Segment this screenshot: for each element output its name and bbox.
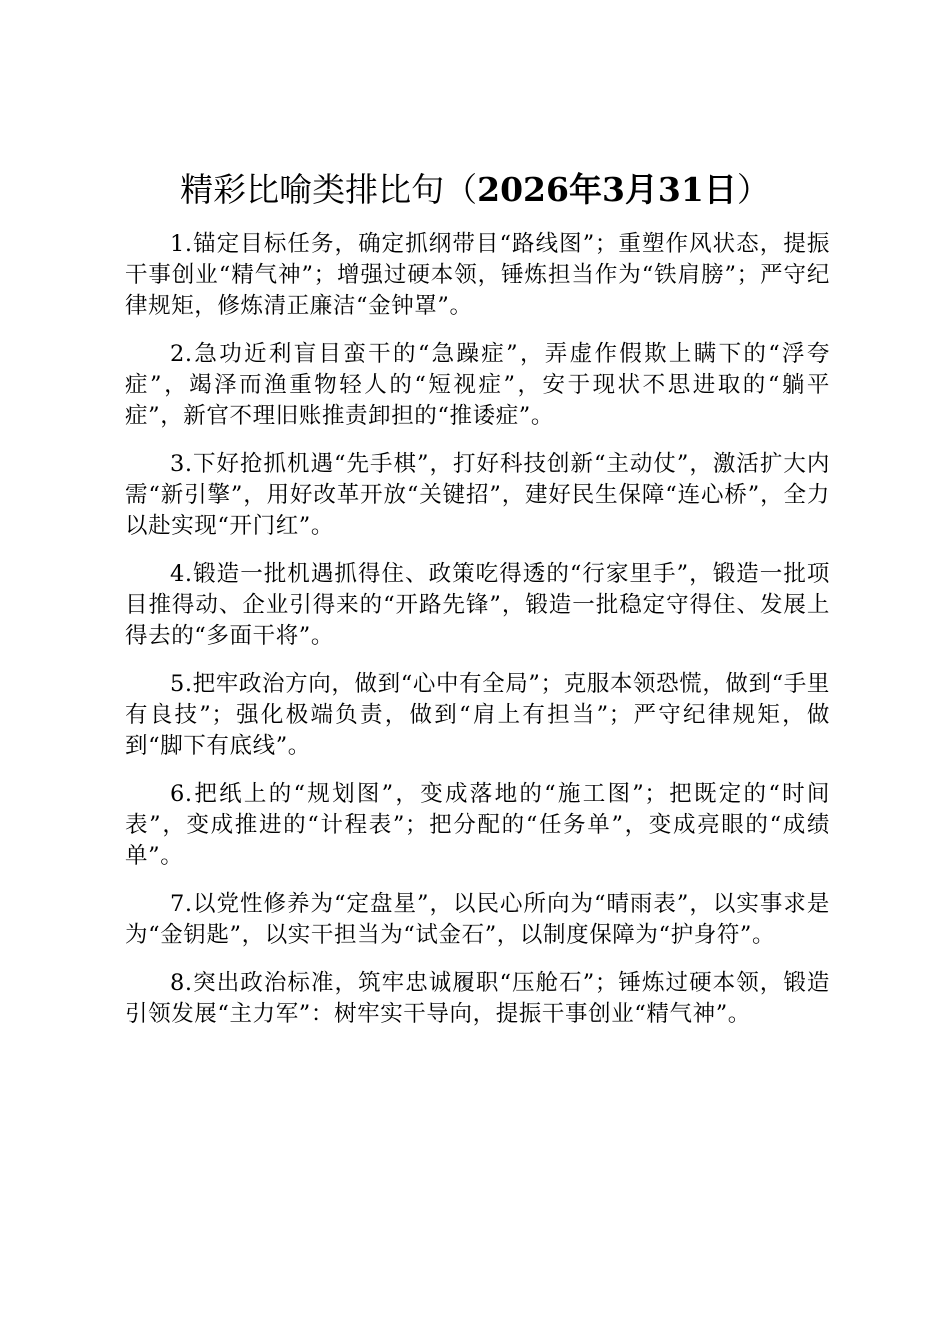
paragraph-2: 2.急功近利盲目蛮干的“急躁症”，弄虚作假欺上瞒下的“浮夸症”，竭泽而渔重物轻人的“短视症”，安于现状不思进取的“躺平症”，新官不理旧账推责卸担的“推诿症”。 [125, 341, 830, 429]
paragraph-6: 6.把纸上的“规划图”，变成落地的“施工图”；把既定的“时间表”，变成推进的“计程表”；把分配的“任务单”，变成亮眼的“成绩单”。 [125, 781, 830, 869]
document-title [0, 168, 950, 212]
paragraph-5: 5.把牢政治方向，做到“心中有全局”；克服本领恐慌，做到“手里有良技”；强化极端负责，做到“肩上有担当”；严守纪律规矩，做到“脚下有底线”。 [125, 671, 830, 759]
paragraph-4: 4.锻造一批机遇抓得住、政策吃得透的“行家里手”，锻造一批项目推得动、企业引得来的“开路先锋”，锻造一批稳定守得住、发展上得去的“多面干将”。 [125, 561, 830, 649]
title-end: ） [736, 170, 770, 209]
paragraph-7: 7.以党性修养为“定盘星”，以民心所向为“晴雨表”，以实事求是为“金钥匙”，以实干担当为“试金石”，以制度保障为“护身符”。 [125, 891, 830, 948]
title-date: 2026年3月31日 [477, 170, 737, 209]
paragraph-3: 3.下好抢抓机遇“先手棋”，打好科技创新“主动仗”，激活扩大内需“新引擎”，用好改革开放“关键招”，建好民生保障“连心桥”，全力以赴实现“开门红”。 [125, 451, 830, 539]
paragraph-8: 8.突出政治标准，筑牢忠诚履职“压舱石”；锤炼过硬本领，锻造引领发展“主力军”：树牢实干导向，提振干事创业“精气神”。 [125, 970, 830, 1027]
paragraph-1: 1.锚定目标任务，确定抓纲带目“路线图”；重塑作风状态，提振干事创业“精气神”；增强过硬本领，锤炼担当作为“铁肩膀”；严守纪律规矩，修炼清正廉洁“金钟罩”。 [125, 231, 830, 319]
document-body [125, 229, 830, 1047]
title-main: 精彩比喻类排比句（ [180, 170, 478, 209]
